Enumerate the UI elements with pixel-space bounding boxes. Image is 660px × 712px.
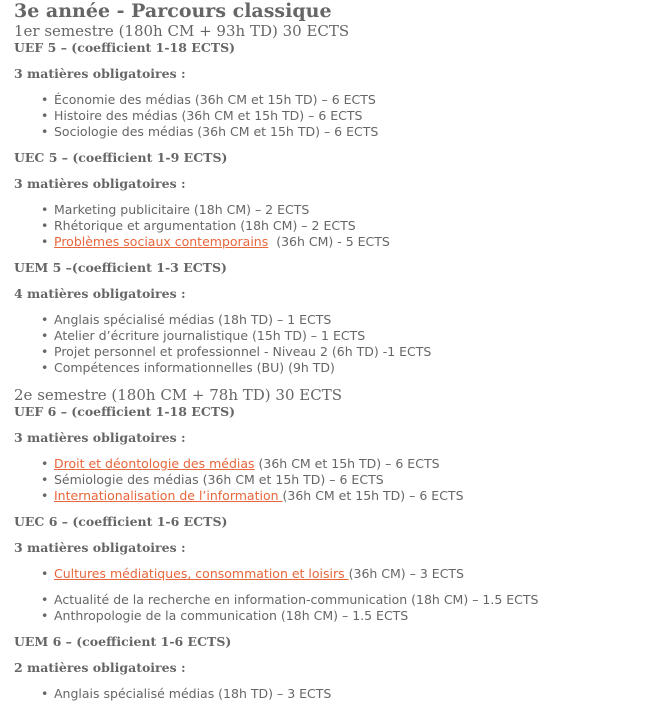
list-item: • Internationalisation de l’information (36h CM et 15h TD) – 6 ECTS [54,488,660,504]
list-item: • Projet personnel et professionnel - Niveau 2 (6h TD) -1 ECTS [54,344,660,360]
list-item: • Droit et déontologie des médias (36h CM et 15h TD) – 6 ECTS [54,456,660,472]
semester-heading: 2e semestre (180h CM + 78h TD) 30 ECTS [14,386,342,404]
unit-heading: UEC 6 – (coefficient 1-6 ECTS) [14,514,228,529]
mandatory-label: 2 matières obligatoires : [14,660,186,675]
course-list [14,92,660,140]
list-item: • Marketing publicitaire (18h CM) – 2 ECTS [54,202,660,218]
unit-heading: UEF 5 – (coefficient 1-18 ECTS) [14,40,236,55]
mandatory-label: 3 matières obligatoires : [14,430,186,445]
unit-heading: UEM 5 –(coefficient 1-3 ECTS) [14,260,227,275]
list-item: • Économie des médias (36h CM et 15h TD) – 6 ECTS [54,92,660,108]
page-title: 3e année - Parcours classique [14,0,332,22]
course-list [14,566,660,624]
course-link[interactable]: Internationalisation de l’information [54,488,283,503]
list-item: • Sémiologie des médias (36h CM et 15h TD) – 6 ECTS [54,472,660,488]
course-link[interactable]: Cultures médiatiques, consommation et loisirs [54,566,349,581]
course-list [14,686,660,702]
mandatory-label: 3 matières obligatoires : [14,540,186,555]
list-item: • Atelier d’écriture journalistique (15h TD) – 1 ECTS [54,328,660,344]
list-item: • Rhétorique et argumentation (18h CM) – 2 ECTS [54,218,660,234]
list-item: • Anglais spécialisé médias (18h TD) – 3 ECTS [54,686,660,702]
list-item: • Actualité de la recherche en information-communication (18h CM) – 1.5 ECTS [54,592,660,608]
course-link[interactable]: Problèmes sociaux contemporains [54,234,269,249]
unit-heading: UEC 5 – (coefficient 1-9 ECTS) [14,150,228,165]
list-item: • Cultures médiatiques, consommation et loisirs (36h CM) – 3 ECTS [54,566,660,582]
unit-heading: UEF 6 – (coefficient 1-18 ECTS) [14,404,236,419]
unit-heading: UEM 6 – (coefficient 1-6 ECTS) [14,634,232,649]
semester-heading: 1er semestre (180h CM + 93h TD) 30 ECTS [14,22,350,40]
mandatory-label: 4 matières obligatoires : [14,286,186,301]
course-link[interactable]: Droit et déontologie des médias [54,456,255,471]
course-list [14,202,660,250]
list-item: • Compétences informationnelles (BU) (9h TD) [54,360,660,376]
mandatory-label: 3 matières obligatoires : [14,176,186,191]
mandatory-label: 3 matières obligatoires : [14,66,186,81]
list-item: • Anglais spécialisé médias (18h TD) – 1 ECTS [54,312,660,328]
course-list [14,456,660,504]
list-item: • Anthropologie de la communication (18h CM) – 1.5 ECTS [54,608,660,624]
list-item: • Sociologie des médias (36h CM et 15h TD) – 6 ECTS [54,124,660,140]
list-item: • Problèmes sociaux contemporains (36h CM) - 5 ECTS [54,234,660,250]
course-list [14,312,660,376]
list-item: • Histoire des médias (36h CM et 15h TD) – 6 ECTS [54,108,660,124]
